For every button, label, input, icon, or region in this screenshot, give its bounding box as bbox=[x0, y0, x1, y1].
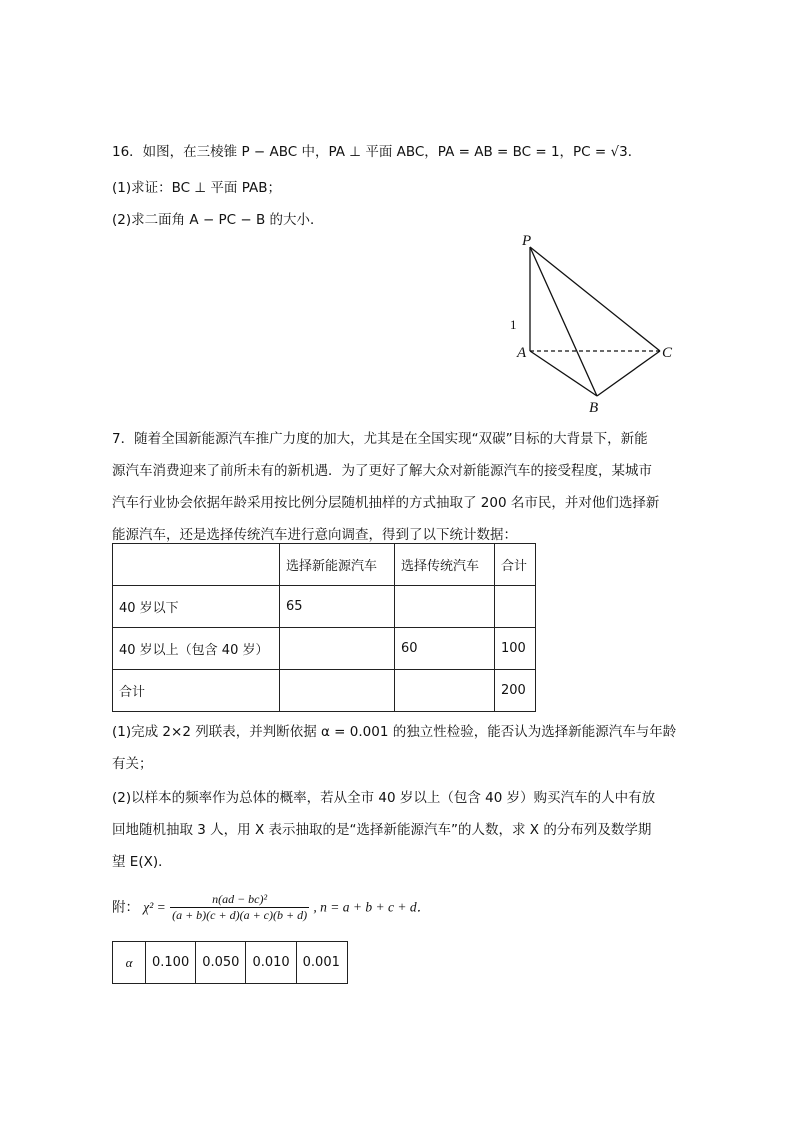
table-cell: 200 bbox=[495, 670, 536, 712]
table-row bbox=[113, 586, 536, 628]
fraction-denominator: (a + b)(c + d)(a + c)(b + d) bbox=[172, 908, 308, 922]
edge-BC bbox=[597, 351, 660, 396]
table-cell: 40 岁以下 bbox=[113, 586, 280, 628]
edge-PC bbox=[530, 247, 660, 351]
table-header: 选择传统汽车 bbox=[395, 544, 495, 586]
label-C: C bbox=[662, 345, 673, 361]
table-cell: 0.001 bbox=[296, 942, 347, 984]
label-P: P bbox=[522, 233, 532, 249]
q16-part1: (1)求证：BC ⊥ 平面 PAB； bbox=[112, 180, 281, 196]
table-cell: 0.010 bbox=[246, 942, 296, 984]
q7-part2-line3: 望 E(X)． bbox=[112, 854, 172, 870]
table-cell: 合计 bbox=[113, 670, 280, 712]
chi-square-fraction bbox=[170, 892, 309, 923]
contingency-table bbox=[112, 543, 536, 712]
q7-part2-line2: 回地随机抽取 3 人，用 X 表示抽取的是“选择新能源汽车”的人数，求 X 的分布列及数学期 bbox=[112, 822, 652, 838]
q7-part1-line2: 有关； bbox=[112, 756, 153, 772]
table-cell bbox=[113, 544, 280, 586]
table-row bbox=[113, 670, 536, 712]
q7-part1-line1: (1)完成 2×2 列联表，并判断依据 α = 0.001 的独立性检验，能否认为选择新能源汽车与年龄 bbox=[112, 724, 677, 740]
q16-statement: 16．如图，在三棱锥 P − ABC 中，PA ⊥ 平面 ABC，PA = AB = BC = 1，PC = √3． bbox=[112, 144, 642, 160]
table-cell: α bbox=[113, 942, 146, 984]
chi-square-label: χ² = bbox=[143, 899, 166, 915]
table-cell: 40 岁以上（包含 40 岁） bbox=[113, 628, 280, 670]
q7-part2-line1: (2)以样本的频率作为总体的概率，若从全市 40 岁以上（包含 40 岁）购买汽车的人中有放 bbox=[112, 790, 656, 806]
table-cell bbox=[395, 586, 495, 628]
table-row bbox=[113, 544, 536, 586]
table-header: 合计 bbox=[495, 544, 536, 586]
table-header: 选择新能源汽车 bbox=[280, 544, 395, 586]
alpha-table bbox=[112, 941, 348, 984]
label-B: B bbox=[589, 400, 599, 416]
q7-para-1: 7．随着全国新能源汽车推广力度的加大，尤其是在全国实现“双碳”目标的大背景下，新能 bbox=[112, 431, 648, 447]
q16-part2: (2)求二面角 A − PC − B 的大小． bbox=[112, 212, 324, 228]
q7-para-4: 能源汽车，还是选择传统汽车进行意向调查，得到了以下统计数据： bbox=[112, 527, 517, 543]
table-row bbox=[113, 628, 536, 670]
table-cell bbox=[280, 670, 395, 712]
label-side-1: 1 bbox=[510, 317, 517, 332]
label-A: A bbox=[517, 345, 527, 361]
table-cell: 0.100 bbox=[146, 942, 196, 984]
appendix-prefix: 附： bbox=[112, 899, 139, 916]
table-cell: 65 bbox=[280, 586, 395, 628]
table-cell bbox=[495, 586, 536, 628]
q7-para-2: 源汽车消费迎来了前所未有的新机遇．为了更好了解大众对新能源汽车的接受程度，某城市 bbox=[112, 463, 652, 479]
table-cell: 0.050 bbox=[196, 942, 246, 984]
table-row bbox=[113, 942, 348, 984]
fraction-numerator: n(ad − bc)² bbox=[170, 892, 309, 908]
table-cell bbox=[395, 670, 495, 712]
table-cell: 100 bbox=[495, 628, 536, 670]
table-cell bbox=[280, 628, 395, 670]
q7-para-3: 汽车行业协会依据年龄采用按比例分层随机抽样的方式抽取了 200 名市民，并对他们选择新 bbox=[112, 495, 660, 511]
table-cell: 60 bbox=[395, 628, 495, 670]
q7-appendix bbox=[112, 892, 430, 923]
appendix-suffix: , n = a + b + c + d． bbox=[313, 899, 431, 915]
